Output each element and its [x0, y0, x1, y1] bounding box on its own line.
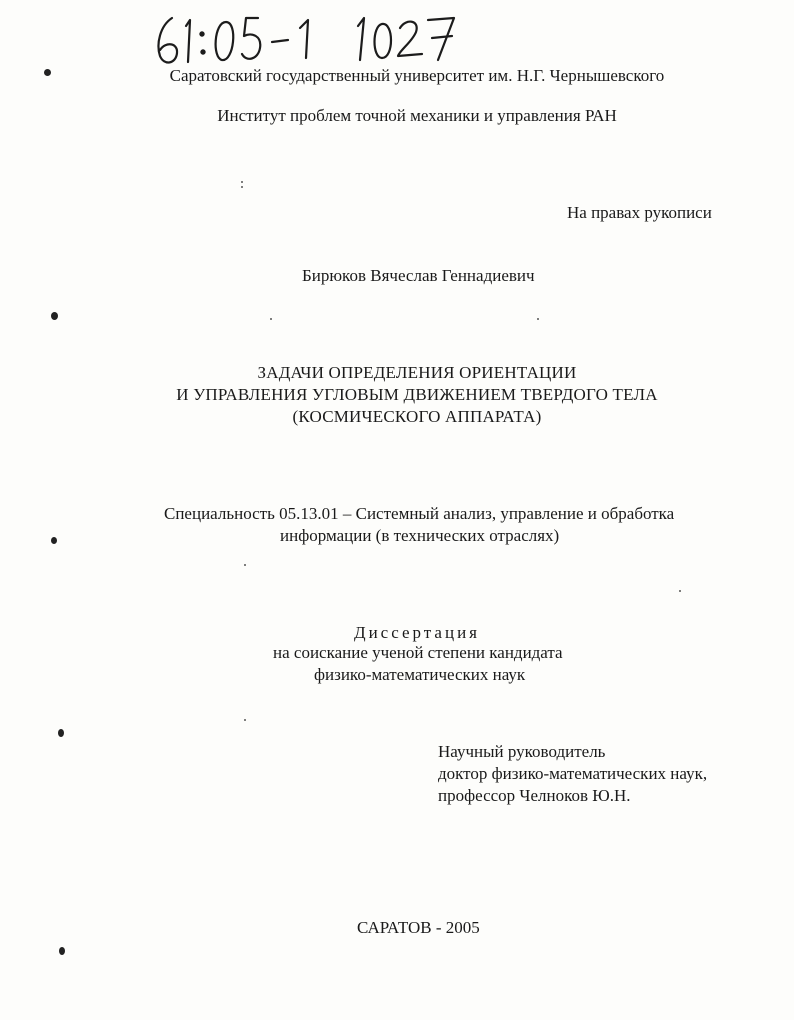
institute-name: Институт проблем точной механики и управления РАН	[217, 106, 617, 125]
degree-line-1: на соискание ученой степени кандидата	[273, 643, 563, 662]
binding-mark	[58, 729, 64, 737]
handwritten-archive-code	[150, 8, 470, 70]
supervisor-line-2: доктор физико-математических наук,	[438, 764, 708, 783]
binding-mark	[44, 69, 51, 76]
degree-line-2: физико-математических наук	[314, 665, 526, 684]
binding-mark	[51, 537, 57, 544]
binding-mark	[59, 947, 65, 955]
scan-speck	[244, 564, 246, 566]
dissertation-heading: Диссертация	[353, 623, 480, 642]
city-year: САРАТОВ - 2005	[357, 918, 480, 937]
scan-speck	[537, 318, 539, 320]
scan-speck	[241, 186, 243, 188]
supervisor-line-3: профессор Челноков Ю.Н.	[438, 786, 631, 805]
title-line-3: (КОСМИЧЕСКОГО АППАРАТА)	[292, 407, 542, 426]
scan-speck	[241, 181, 243, 183]
university-name: Саратовский государственный университет им. Н.Г. Чернышевского	[169, 66, 665, 85]
author-name: Бирюков Вячеслав Геннадиевич	[302, 266, 535, 285]
specialty-line-2: информации (в технических отраслях)	[280, 526, 560, 545]
title-line-1: ЗАДАЧИ ОПРЕДЕЛЕНИЯ ОРИЕНТАЦИИ	[257, 363, 577, 382]
scan-speck	[679, 590, 681, 592]
title-line-2: И УПРАВЛЕНИЯ УГЛОВЫМ ДВИЖЕНИЕМ ТВЕРДОГО ТЕЛА	[176, 385, 658, 404]
supervisor-line-1: Научный руководитель	[438, 742, 606, 761]
specialty-line-1: Специальность 05.13.01 – Системный анализ, управление и обработка	[164, 504, 675, 523]
rights-note: На правах рукописи	[567, 203, 712, 222]
scan-speck	[270, 318, 272, 320]
binding-mark	[51, 312, 58, 320]
scan-speck	[244, 719, 246, 721]
